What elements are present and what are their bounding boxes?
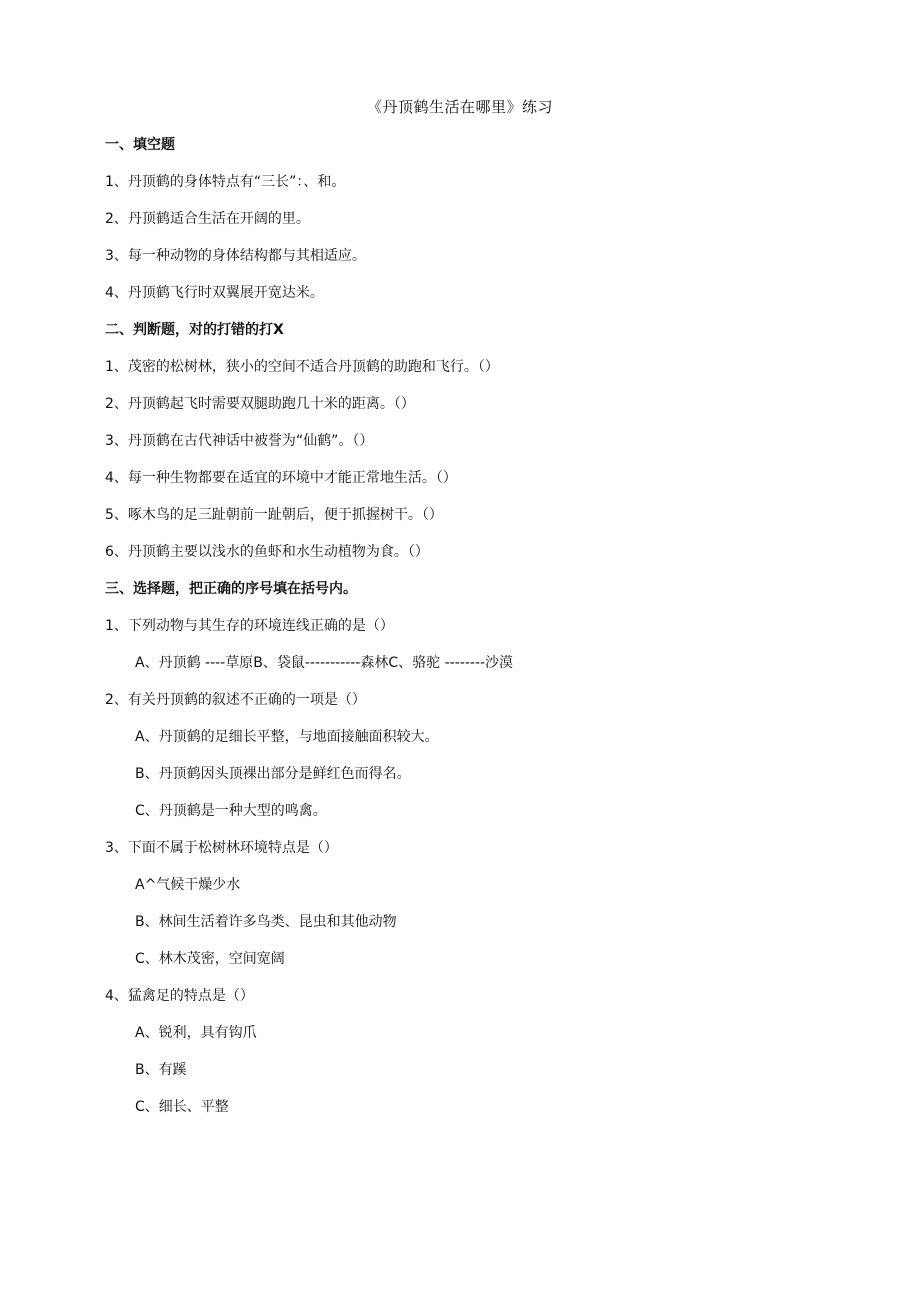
answer-option: A、丹顶鹤的足细长平整，与地面接触面积较大。 (135, 729, 439, 745)
question-item: 4、每一种生物都要在适宜的环境中才能正常地生活。（） (105, 470, 457, 486)
answer-option: A、锐利，具有钩爪 (135, 1025, 257, 1041)
section-heading-multiple-choice: 三、选择题，把正确的序号填在括号内。 (105, 581, 357, 597)
question-item: 2、丹顶鹤适合生活在开阔的里。 (105, 211, 310, 227)
answer-option: C、细长、平整 (135, 1099, 229, 1115)
answer-option: B、有蹊 (135, 1062, 187, 1078)
question-item: 1、下列动物与其生存的环境连线正确的是（） (105, 618, 394, 634)
question-item: 3、丹顶鹤在古代神话中被誉为“仙鹤”。（） (105, 433, 374, 449)
answer-option: A^气候干燥少水 (135, 877, 241, 893)
answer-option: A、丹顶鹤 ----草原B、袋鼠-----------森林C、骆驼 --------沙漠 (135, 655, 514, 671)
question-item: 4、丹顶鹤飞行时双翼展开宽达米。 (105, 285, 324, 301)
question-item: 3、每一种动物的身体结构都与其相适应。 (105, 248, 366, 264)
section-heading-true-false: 二、判断题，对的打错的打X (105, 322, 284, 338)
question-item: 5、啄木鸟的足三趾朝前一趾朝后，便于抓握树干。（） (105, 507, 443, 523)
question-item: 6、丹顶鹤主要以浅水的鱼虾和水生动植物为食。（） (105, 544, 429, 560)
question-item: 4、猛禽足的特点是（） (105, 988, 254, 1004)
answer-option: C、丹顶鹤是一种大型的鸣禽。 (135, 803, 327, 819)
question-item: 2、有关丹顶鹤的叙述不正确的一项是（） (105, 692, 366, 708)
question-item: 2、丹顶鹤起飞时需要双腿助跑几十米的距离。（） (105, 396, 415, 412)
answer-option: B、丹顶鹤因头顶裸出部分是鲜红色而得名。 (135, 766, 411, 782)
answer-option: C、林木茂密，空间宽阔 (135, 951, 285, 967)
section-heading-fill-blank: 一、填空题 (105, 137, 175, 153)
question-item: 1、丹顶鹤的身体特点有“三长”：、和。 (105, 174, 346, 190)
question-item: 3、下面不属于松树林环境特点是（） (105, 840, 338, 856)
question-item: 1、茂密的松树林，狭小的空间不适合丹顶鹤的助跑和飞行。（） (105, 359, 499, 375)
page-title: 《丹顶鹤生活在哪里》练习 (366, 98, 553, 116)
answer-option: B、林间生活着许多鸟类、昆虫和其他动物 (135, 914, 397, 930)
